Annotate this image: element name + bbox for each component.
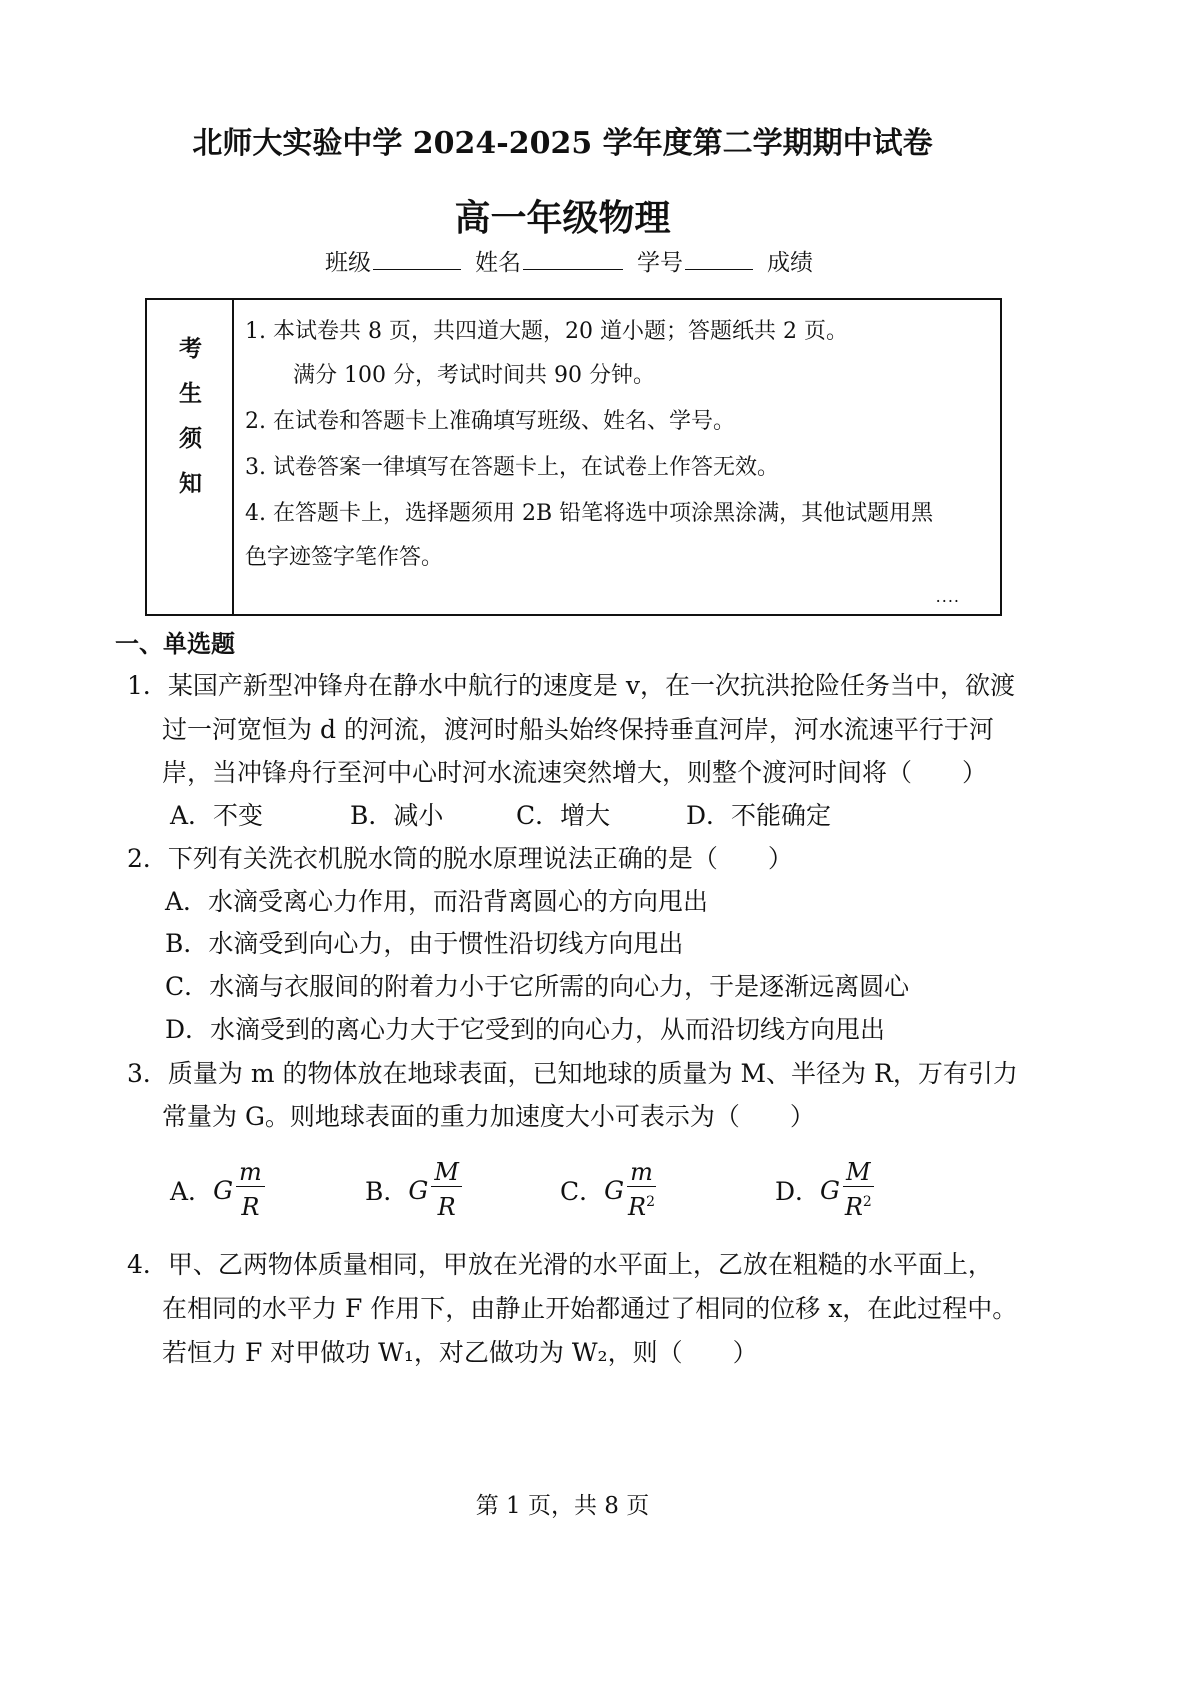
q3-option-c: C． G $\frac{m}{R^2}$ <box>560 1158 655 1221</box>
notice-char: 须 <box>179 425 202 452</box>
notice-char: 考 <box>179 335 202 362</box>
id-field: 学号 <box>637 244 753 277</box>
q4-line: 在相同的水平力 F 作用下，由静止开始都通过了相同的位移 x，在此过程中。 <box>162 1294 1018 1323</box>
notice-box <box>145 298 1002 616</box>
q1-option-d: D．不能确定 <box>686 801 832 830</box>
q2-option-a: A．水滴受离心力作用，而沿背离圆心的方向甩出 <box>165 887 709 916</box>
q1-option-c: C．增大 <box>516 801 611 830</box>
q1-line: 岸，当冲锋舟行至河中心时河水流速突然增大，则整个渡河时间将（ ） <box>162 758 988 787</box>
fraction: $\frac{m}{R^2}$ <box>628 1158 655 1221</box>
q1-line: 过一河宽恒为 d 的河流，渡河时船头始终保持垂直河岸，河水流速平行于河 <box>162 715 994 744</box>
notice-item: 3. 试卷答案一律填写在答题卡上，在试卷上作答无效。 <box>245 455 779 480</box>
q3-option-d: D． G $\frac{M}{R^2}$ <box>775 1158 872 1221</box>
notice-char: 知 <box>179 470 202 497</box>
notice-item: 满分 100 分，考试时间共 90 分钟。 <box>293 363 655 388</box>
exam-title: 北师大实验中学 2024-2025 学年度第二学期期中试卷 <box>192 126 933 161</box>
notice-item: 1. 本试卷共 8 页，共四道大题，20 道小题；答题纸共 2 页。 <box>245 319 848 344</box>
q1-option-b: B．减小 <box>350 801 444 830</box>
q4-line: 4．甲、乙两物体质量相同，甲放在光滑的水平面上，乙放在粗糙的水平面上， <box>127 1250 993 1279</box>
q2-stem: 2．下列有关洗衣机脱水筒的脱水原理说法正确的是（ ） <box>127 844 793 873</box>
q2-option-d: D．水滴受到的离心力大于它受到的向心力，从而沿切线方向甩出 <box>165 1015 886 1044</box>
fraction: $\frac{M}{R}$ <box>431 1158 462 1222</box>
q2-option-c: C．水滴与衣服间的附着力小于它所需的向心力，于是逐渐远离圆心 <box>165 972 910 1001</box>
score-field: 成绩 <box>767 250 813 276</box>
id-blank[interactable] <box>685 249 753 270</box>
notice-item: 色字迹签字笔作答。 <box>245 545 444 570</box>
q3-line: 3．质量为 m 的物体放在地球表面，已知地球的质量为 M、半径为 R，万有引力 <box>127 1059 1018 1088</box>
q3-option-a: A． G $\frac{m}{R}$ <box>170 1158 265 1222</box>
q1-line: 1．某国产新型冲锋舟在静水中航行的速度是 v，在一次抗洪抢险任务当中，欲渡 <box>127 671 1015 700</box>
q2-option-b: B．水滴受到向心力，由于惯性沿切线方向甩出 <box>165 929 684 958</box>
fraction: $\frac{M}{R^2}$ <box>844 1158 872 1221</box>
notice-side-label <box>147 300 234 614</box>
q4-line: 若恒力 F 对甲做功 W₁，对乙做功为 W₂，则（ ） <box>162 1338 758 1367</box>
notice-char: 生 <box>179 380 202 407</box>
page-footer: 第 1 页，共 8 页 <box>475 1493 650 1519</box>
notice-item: 4. 在答题卡上，选择题须用 2B 铅笔将选中项涂黑涂满，其他试题用黑 <box>245 501 934 526</box>
name-blank[interactable] <box>523 249 623 270</box>
q3-line: 常量为 G。则地球表面的重力加速度大小可表示为（ ） <box>162 1102 815 1131</box>
fraction: $\frac{m}{R}$ <box>236 1158 265 1222</box>
class-field: 班级 <box>325 244 461 277</box>
q1-option-a: A．不变 <box>170 801 264 830</box>
class-blank[interactable] <box>373 249 461 270</box>
name-field: 姓名 <box>475 244 623 277</box>
notice-item: 2. 在试卷和答题卡上准确填写班级、姓名、学号。 <box>245 409 735 434</box>
exam-subtitle: 高一年级物理 <box>454 197 671 239</box>
section-title: 一、单选题 <box>115 629 235 658</box>
student-info-row <box>325 244 813 277</box>
notice-dots: .... <box>935 587 960 606</box>
q3-option-b: B． G $\frac{M}{R}$ <box>365 1158 462 1222</box>
